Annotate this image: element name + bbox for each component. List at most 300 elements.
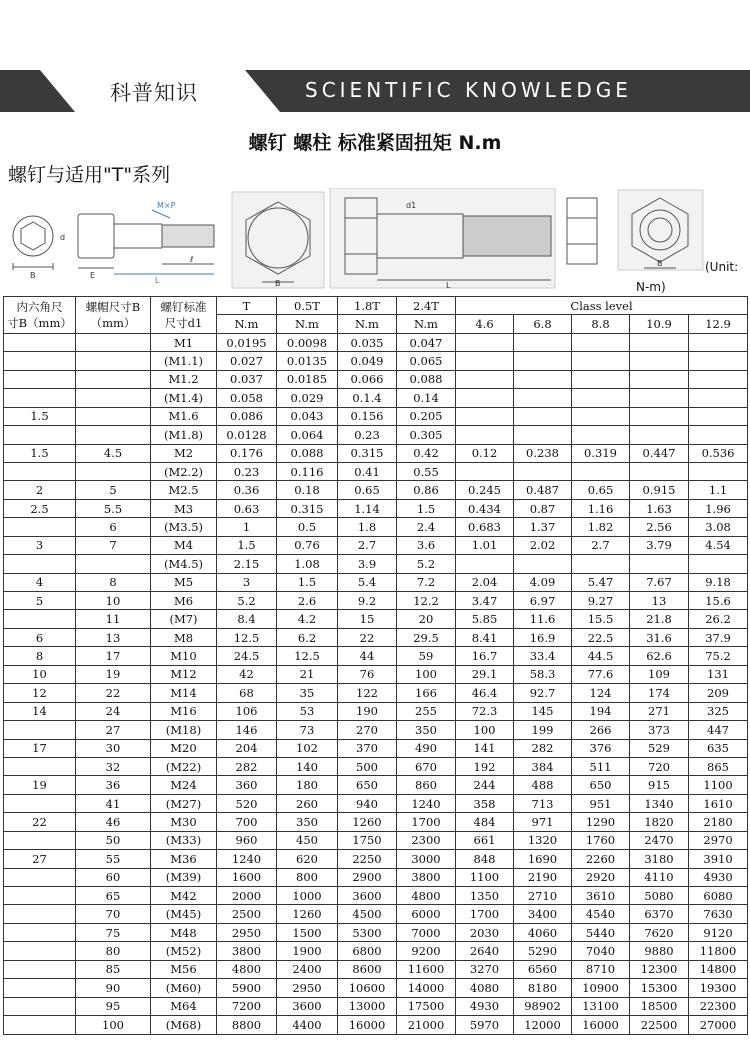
- table-cell: 140: [277, 757, 338, 775]
- hex-bolt-side-view: [330, 188, 555, 288]
- table-cell: 7630: [689, 905, 748, 923]
- table-cell: 29.5: [397, 628, 456, 646]
- table-cell: 1000: [277, 887, 338, 905]
- table-cell: 1.08: [277, 555, 338, 573]
- table-cell: 4.2: [277, 610, 338, 628]
- table-cell: 8: [76, 573, 151, 591]
- table-cell: 13: [630, 592, 689, 610]
- table-cell: 1100: [689, 776, 748, 794]
- table-cell: 15.6: [689, 592, 748, 610]
- table-cell: 0.683: [456, 518, 514, 536]
- table-cell: (M18): [151, 721, 217, 739]
- table-cell: 166: [397, 684, 456, 702]
- table-cell: 11.6: [514, 610, 572, 628]
- table-cell: 0.088: [277, 444, 338, 462]
- table-cell: 9120: [689, 923, 748, 941]
- table-cell: 484: [456, 813, 514, 831]
- table-cell: 266: [572, 721, 630, 739]
- table-cell: 209: [689, 684, 748, 702]
- table-cell: 1: [217, 518, 277, 536]
- socket-bolt-side-view: [78, 210, 214, 274]
- table-cell: 10600: [338, 979, 397, 997]
- table-cell: 0.5: [277, 518, 338, 536]
- table-cell: [4, 389, 76, 407]
- table-cell: 60: [76, 868, 151, 886]
- table-cell: 9.18: [689, 573, 748, 591]
- table-cell: 3: [4, 536, 76, 554]
- table-cell: 0.536: [689, 444, 748, 462]
- table-cell: M4: [151, 536, 217, 554]
- table-cell: 447: [689, 721, 748, 739]
- table-cell: 5.2: [217, 592, 277, 610]
- header-1-8t: 1.8T: [338, 297, 397, 315]
- table-cell: 11: [76, 610, 151, 628]
- table-cell: 650: [572, 776, 630, 794]
- table-cell: 24: [76, 702, 151, 720]
- table-row: [4, 1016, 748, 1034]
- table-cell: 80: [76, 942, 151, 960]
- table-cell: 10900: [572, 979, 630, 997]
- table-cell: 16.9: [514, 628, 572, 646]
- table-cell: [630, 407, 689, 425]
- table-cell: 27000: [689, 1016, 748, 1034]
- table-cell: 1.8: [338, 518, 397, 536]
- table-cell: 3180: [630, 850, 689, 868]
- table-cell: 800: [277, 868, 338, 886]
- table-cell: 7.2: [397, 573, 456, 591]
- section-banner: [0, 70, 750, 112]
- table-cell: 106: [217, 702, 277, 720]
- header-hex-socket-l2: 寸B（mm）: [7, 315, 72, 330]
- table-cell: 2180: [689, 813, 748, 831]
- table-cell: 9880: [630, 942, 689, 960]
- table-cell: M5: [151, 573, 217, 591]
- table-cell: 1.16: [572, 499, 630, 517]
- table-cell: 190: [338, 702, 397, 720]
- table-cell: 0.487: [514, 481, 572, 499]
- table-cell: [76, 462, 151, 480]
- table-cell: 3.47: [456, 592, 514, 610]
- table-cell: [4, 426, 76, 444]
- table-cell: (M1.4): [151, 389, 217, 407]
- table-cell: 10: [4, 665, 76, 683]
- table-cell: 713: [514, 794, 572, 812]
- table-cell: [514, 352, 572, 370]
- table-cell: 1.5: [4, 444, 76, 462]
- table-cell: M1.2: [151, 370, 217, 388]
- header-hex-socket: [4, 297, 76, 334]
- table-cell: 2500: [217, 905, 277, 923]
- table-cell: 0.14: [397, 389, 456, 407]
- table-row: [4, 665, 748, 683]
- page-title: 螺钉 螺柱 标准紧固扭矩 N.m: [248, 132, 502, 154]
- table-row: [4, 610, 748, 628]
- table-cell: [630, 555, 689, 573]
- table-cell: 3.79: [630, 536, 689, 554]
- table-cell: 4110: [630, 868, 689, 886]
- table-cell: 0.42: [397, 444, 456, 462]
- table-cell: (M45): [151, 905, 217, 923]
- table-cell: [4, 942, 76, 960]
- nut-top-view: [618, 190, 703, 270]
- table-cell: 529: [630, 739, 689, 757]
- table-cell: 174: [630, 684, 689, 702]
- table-cell: 635: [689, 739, 748, 757]
- table-cell: 22: [4, 813, 76, 831]
- header-0-5t: 0.5T: [277, 297, 338, 315]
- table-row: [4, 868, 748, 886]
- table-cell: 0.027: [217, 352, 277, 370]
- table-cell: 35: [277, 684, 338, 702]
- table-cell: 17500: [397, 997, 456, 1015]
- table-cell: 122: [338, 684, 397, 702]
- table-cell: 17: [76, 647, 151, 665]
- bolt-drawings: [0, 188, 750, 293]
- table-row: [4, 905, 748, 923]
- table-cell: 0.319: [572, 444, 630, 462]
- table-cell: 2000: [217, 887, 277, 905]
- table-cell: 0.87: [514, 499, 572, 517]
- table-cell: 2030: [456, 923, 514, 941]
- table-cell: 720: [630, 757, 689, 775]
- table-cell: 75.2: [689, 647, 748, 665]
- table-row: [4, 850, 748, 868]
- header-class-level: Class level: [456, 297, 748, 315]
- table-cell: 6370: [630, 905, 689, 923]
- table-cell: 8: [4, 647, 76, 665]
- label-b-3: B: [657, 259, 663, 268]
- table-cell: 76: [338, 665, 397, 683]
- table-cell: 2.6: [277, 592, 338, 610]
- table-row: [4, 794, 748, 812]
- table-cell: [572, 370, 630, 388]
- table-cell: 46.4: [456, 684, 514, 702]
- table-cell: 7200: [217, 997, 277, 1015]
- table-cell: 1.82: [572, 518, 630, 536]
- header-t: T: [217, 297, 277, 315]
- unit-nm-label: N-m): [636, 280, 666, 294]
- table-cell: 971: [514, 813, 572, 831]
- table-row: [4, 702, 748, 720]
- table-cell: M20: [151, 739, 217, 757]
- table-cell: 511: [572, 757, 630, 775]
- table-cell: 12.5: [277, 647, 338, 665]
- table-cell: 124: [572, 684, 630, 702]
- header-grade-4-6: 4.6: [456, 315, 514, 333]
- table-cell: 15300: [630, 979, 689, 997]
- table-cell: 5.47: [572, 573, 630, 591]
- table-cell: 0.63: [217, 499, 277, 517]
- header-screw-size-l2: 尺寸d1: [164, 315, 203, 330]
- table-cell: (M22): [151, 757, 217, 775]
- table-cell: 12.5: [217, 628, 277, 646]
- label-ell: ℓ: [190, 255, 194, 264]
- table-row: [4, 518, 748, 536]
- table-cell: 0.0098: [277, 333, 338, 351]
- table-cell: 5080: [630, 887, 689, 905]
- table-cell: [76, 370, 151, 388]
- table-cell: 620: [277, 850, 338, 868]
- table-cell: 13: [76, 628, 151, 646]
- table-cell: 1240: [397, 794, 456, 812]
- table-cell: 700: [217, 813, 277, 831]
- table-cell: 85: [76, 960, 151, 978]
- table-cell: 271: [630, 702, 689, 720]
- table-cell: 0.176: [217, 444, 277, 462]
- table-cell: [4, 997, 76, 1015]
- table-cell: 21000: [397, 1016, 456, 1034]
- table-cell: 2710: [514, 887, 572, 905]
- header-row-1: [4, 297, 748, 315]
- table-cell: 17: [4, 739, 76, 757]
- table-cell: 373: [630, 721, 689, 739]
- table-cell: [4, 610, 76, 628]
- table-cell: 41: [76, 794, 151, 812]
- table-cell: 8710: [572, 960, 630, 978]
- table-cell: 12.2: [397, 592, 456, 610]
- table-cell: 22500: [630, 1016, 689, 1034]
- table-cell: 22.5: [572, 628, 630, 646]
- table-cell: 376: [572, 739, 630, 757]
- table-cell: [76, 555, 151, 573]
- table-cell: 59: [397, 647, 456, 665]
- table-cell: 520: [217, 794, 277, 812]
- table-cell: 19: [4, 776, 76, 794]
- table-cell: 2900: [338, 868, 397, 886]
- table-cell: [689, 352, 748, 370]
- table-cell: 18500: [630, 997, 689, 1015]
- header-unit: N.m: [217, 315, 277, 333]
- table-cell: [514, 389, 572, 407]
- table-cell: 33.4: [514, 647, 572, 665]
- table-cell: 4400: [277, 1016, 338, 1034]
- table-row: [4, 831, 748, 849]
- banner-en-title: SCIENTIFIC KNOWLEDGE: [305, 78, 632, 102]
- table-cell: 260: [277, 794, 338, 812]
- header-grade-10-9: 10.9: [630, 315, 689, 333]
- table-cell: 500: [338, 757, 397, 775]
- table-cell: 282: [514, 739, 572, 757]
- header-screw-size: [151, 297, 217, 334]
- table-cell: 3800: [397, 868, 456, 886]
- header-unit: N.m: [277, 315, 338, 333]
- table-cell: 0.1.4: [338, 389, 397, 407]
- table-cell: M48: [151, 923, 217, 941]
- table-cell: 1.5: [217, 536, 277, 554]
- table-cell: M30: [151, 813, 217, 831]
- table-cell: 0.305: [397, 426, 456, 444]
- header-nut-size: [76, 297, 151, 334]
- table-cell: 2250: [338, 850, 397, 868]
- table-cell: [4, 518, 76, 536]
- table-cell: 100: [397, 665, 456, 683]
- table-cell: 2.4: [397, 518, 456, 536]
- label-l-1: L: [155, 276, 160, 285]
- table-cell: 0.047: [397, 333, 456, 351]
- table-cell: 22300: [689, 997, 748, 1015]
- table-cell: 4930: [456, 997, 514, 1015]
- header-2-4t: 2.4T: [397, 297, 456, 315]
- table-cell: 131: [689, 665, 748, 683]
- table-cell: 1260: [338, 813, 397, 831]
- table-cell: 14800: [689, 960, 748, 978]
- table-cell: 8180: [514, 979, 572, 997]
- table-cell: 24.5: [217, 647, 277, 665]
- table-cell: 31.6: [630, 628, 689, 646]
- table-cell: 4540: [572, 905, 630, 923]
- table-cell: 1350: [456, 887, 514, 905]
- table-cell: 3000: [397, 850, 456, 868]
- table-cell: 1240: [217, 850, 277, 868]
- table-cell: 30: [76, 739, 151, 757]
- table-cell: 940: [338, 794, 397, 812]
- table-cell: 75: [76, 923, 151, 941]
- table-cell: 1.5: [4, 407, 76, 425]
- header-hex-socket-l1: 内六角尺: [16, 299, 63, 314]
- table-cell: 0.315: [277, 499, 338, 517]
- table-cell: 0.18: [277, 481, 338, 499]
- table-cell: 0.315: [338, 444, 397, 462]
- table-cell: 1100: [456, 868, 514, 886]
- table-cell: 270: [338, 721, 397, 739]
- table-cell: 7: [76, 536, 151, 554]
- table-cell: 3600: [277, 997, 338, 1015]
- table-cell: (M4.5): [151, 555, 217, 573]
- table-cell: [689, 426, 748, 444]
- table-cell: [572, 555, 630, 573]
- table-cell: 6.97: [514, 592, 572, 610]
- header-unit: N.m: [397, 315, 456, 333]
- table-cell: 16000: [338, 1016, 397, 1034]
- table-cell: 4.09: [514, 573, 572, 591]
- table-cell: [456, 426, 514, 444]
- table-cell: 36: [76, 776, 151, 794]
- table-row: [4, 444, 748, 462]
- table-cell: 32: [76, 757, 151, 775]
- table-cell: 0.064: [277, 426, 338, 444]
- header-grade-12-9: 12.9: [689, 315, 748, 333]
- table-cell: 8.41: [456, 628, 514, 646]
- table-cell: 3610: [572, 887, 630, 905]
- table-row: [4, 352, 748, 370]
- table-cell: [4, 923, 76, 941]
- table-cell: 4: [4, 573, 76, 591]
- table-cell: 0.058: [217, 389, 277, 407]
- table-cell: M16: [151, 702, 217, 720]
- table-cell: [572, 426, 630, 444]
- table-cell: 1600: [217, 868, 277, 886]
- table-cell: 13100: [572, 997, 630, 1015]
- header-grade-6-8: 6.8: [514, 315, 572, 333]
- socket-head-end-view: [13, 216, 53, 270]
- table-cell: (M2.2): [151, 462, 217, 480]
- table-cell: [514, 370, 572, 388]
- table-cell: 2950: [277, 979, 338, 997]
- table-cell: 10: [76, 592, 151, 610]
- table-cell: 26.2: [689, 610, 748, 628]
- table-cell: 68: [217, 684, 277, 702]
- table-cell: [572, 462, 630, 480]
- table-cell: 1610: [689, 794, 748, 812]
- table-cell: 5: [76, 481, 151, 499]
- table-cell: 27: [76, 721, 151, 739]
- table-cell: 3270: [456, 960, 514, 978]
- table-row: [4, 721, 748, 739]
- subtitle: 螺钉与适用"T"系列: [8, 164, 171, 186]
- table-cell: 4060: [514, 923, 572, 941]
- table-cell: 0.245: [456, 481, 514, 499]
- table-cell: 2920: [572, 868, 630, 886]
- table-cell: [456, 555, 514, 573]
- table-cell: 21: [277, 665, 338, 683]
- table-cell: 98902: [514, 997, 572, 1015]
- table-cell: 70: [76, 905, 151, 923]
- table-cell: 960: [217, 831, 277, 849]
- table-cell: [572, 407, 630, 425]
- table-cell: 350: [277, 813, 338, 831]
- table-cell: [4, 333, 76, 351]
- table-cell: 5.5: [76, 499, 151, 517]
- table-row: [4, 757, 748, 775]
- label-d: d: [60, 233, 66, 242]
- table-cell: 0.41: [338, 462, 397, 480]
- table-cell: 0.915: [630, 481, 689, 499]
- table-row: [4, 555, 748, 573]
- table-cell: (M33): [151, 831, 217, 849]
- table-cell: 100: [456, 721, 514, 739]
- table-cell: 2.15: [217, 555, 277, 573]
- table-cell: 44.5: [572, 647, 630, 665]
- table-cell: 1820: [630, 813, 689, 831]
- table-cell: M14: [151, 684, 217, 702]
- table-cell: 14: [4, 702, 76, 720]
- table-row: [4, 370, 748, 388]
- table-cell: 2640: [456, 942, 514, 960]
- header-screw-size-l1: 螺钉标准: [160, 299, 207, 314]
- table-cell: 12300: [630, 960, 689, 978]
- table-cell: 50: [76, 831, 151, 849]
- table-cell: 8800: [217, 1016, 277, 1034]
- table-cell: 0.65: [338, 481, 397, 499]
- table-cell: [76, 352, 151, 370]
- table-cell: M8: [151, 628, 217, 646]
- table-cell: 0.65: [572, 481, 630, 499]
- table-cell: 2970: [689, 831, 748, 849]
- table-cell: (M60): [151, 979, 217, 997]
- table-cell: [630, 462, 689, 480]
- table-row: [4, 887, 748, 905]
- table-cell: 92.7: [514, 684, 572, 702]
- table-cell: [4, 868, 76, 886]
- table-cell: 3.9: [338, 555, 397, 573]
- table-cell: 4.54: [689, 536, 748, 554]
- table-cell: 8.4: [217, 610, 277, 628]
- table-cell: [689, 462, 748, 480]
- table-cell: 102: [277, 739, 338, 757]
- table-cell: [4, 462, 76, 480]
- table-cell: 0.029: [277, 389, 338, 407]
- table-row: [4, 979, 748, 997]
- table-cell: 650: [338, 776, 397, 794]
- table-cell: M64: [151, 997, 217, 1015]
- table-cell: M42: [151, 887, 217, 905]
- table-cell: 4.5: [76, 444, 151, 462]
- table-cell: (M3.5): [151, 518, 217, 536]
- table-cell: 13000: [338, 997, 397, 1015]
- table-cell: M1: [151, 333, 217, 351]
- table-cell: M2.5: [151, 481, 217, 499]
- table-cell: 6080: [689, 887, 748, 905]
